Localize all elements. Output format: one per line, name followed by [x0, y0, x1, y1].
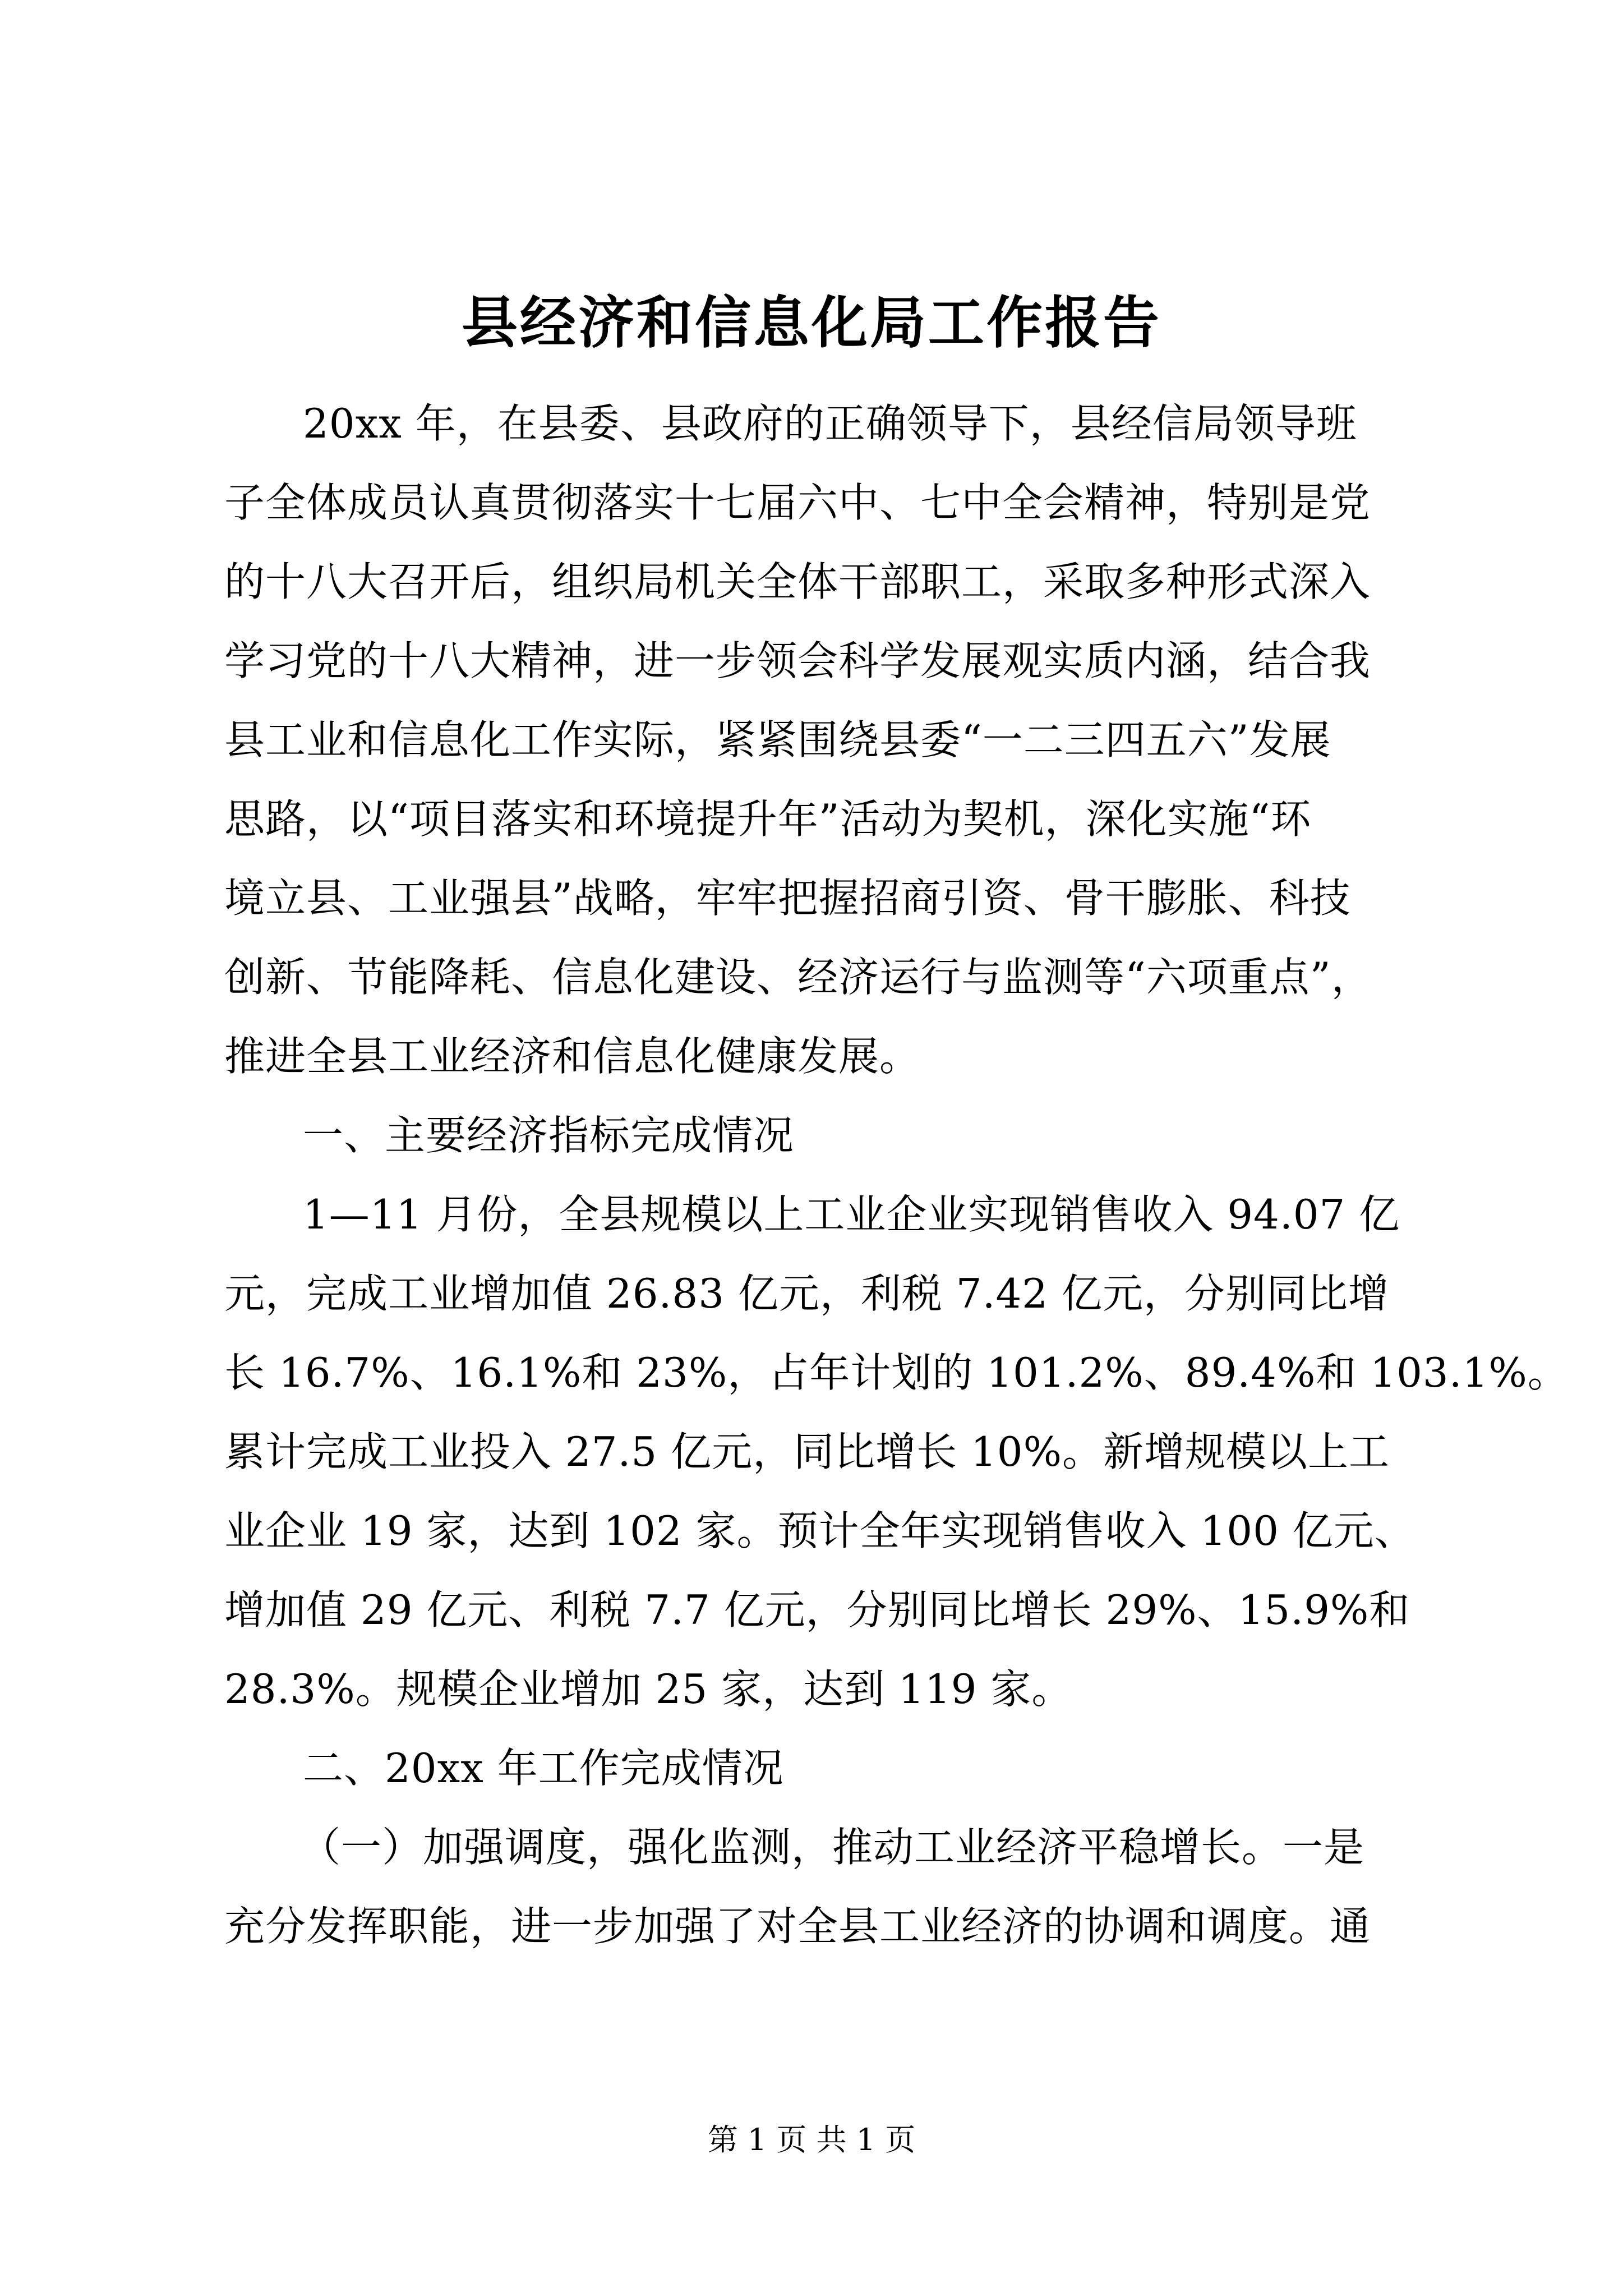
- section-heading: 一、主要经济指标完成情况: [303, 1112, 795, 1159]
- text-line: 充分发挥职能，进一步加强了对全县工业经济的协调和调度。通: [224, 1903, 1371, 1950]
- text-line: 增加值 29 亿元、利税 7.7 亿元，分别同比增长 29%、15.9%和: [224, 1586, 1410, 1634]
- text-line: 28.3%。规模企业增加 25 家，达到 119 家。: [224, 1665, 1073, 1713]
- text-line: 20xx 年，在县委、县政府的正确领导下，县经信局领导班: [303, 400, 1357, 447]
- text-line: 思路，以“项目落实和环境提升年”活动为契机，深化实施“环: [224, 795, 1312, 843]
- text-line: 1—11 月份，全县规模以上工业企业实现销售收入 94.07 亿: [303, 1191, 1400, 1238]
- text-line: 累计完成工业投入 27.5 亿元，同比增长 10%。新增规模以上工: [224, 1428, 1390, 1475]
- text-line: 创新、节能降耗、信息化建设、经济运行与监测等“六项重点”，: [224, 954, 1372, 1001]
- text-line: （一）加强调度，强化监测，推动工业经济平稳增长。一是: [300, 1824, 1365, 1871]
- page-footer: 第 1 页 共 1 页: [707, 2122, 916, 2157]
- text-line: 学习党的十八大精神，进一步领会科学发展观实质内涵，结合我: [224, 637, 1371, 684]
- text-line: 境立县、工业强县”战略，牢牢把握招商引资、骨干膨胀、科技: [224, 875, 1351, 922]
- text-line: 元，完成工业增加值 26.83 亿元，利税 7.42 亿元，分别同比增: [224, 1270, 1389, 1317]
- section-heading: 二、20xx 年工作完成情况: [303, 1745, 784, 1792]
- text-line: 县工业和信息化工作实际，紧紧围绕县委“一二三四五六”发展: [224, 716, 1331, 763]
- document-title: 县经济和信息化局工作报告: [462, 289, 1161, 356]
- text-line: 推进全县工业经济和信息化健康发展。: [224, 1033, 921, 1080]
- text-line: 长 16.7%、16.1%和 23%，占年计划的 101.2%、89.4%和 103.1%。: [224, 1349, 1569, 1396]
- text-line: 子全体成员认真贯彻落实十七届六中、七中全会精神，特别是党: [224, 479, 1371, 526]
- text-line: 的十八大召开后，组织局机关全体干部职工，采取多种形式深入: [224, 558, 1371, 605]
- text-line: 业企业 19 家，达到 102 家。预计全年实现销售收入 100 亿元、: [224, 1507, 1415, 1554]
